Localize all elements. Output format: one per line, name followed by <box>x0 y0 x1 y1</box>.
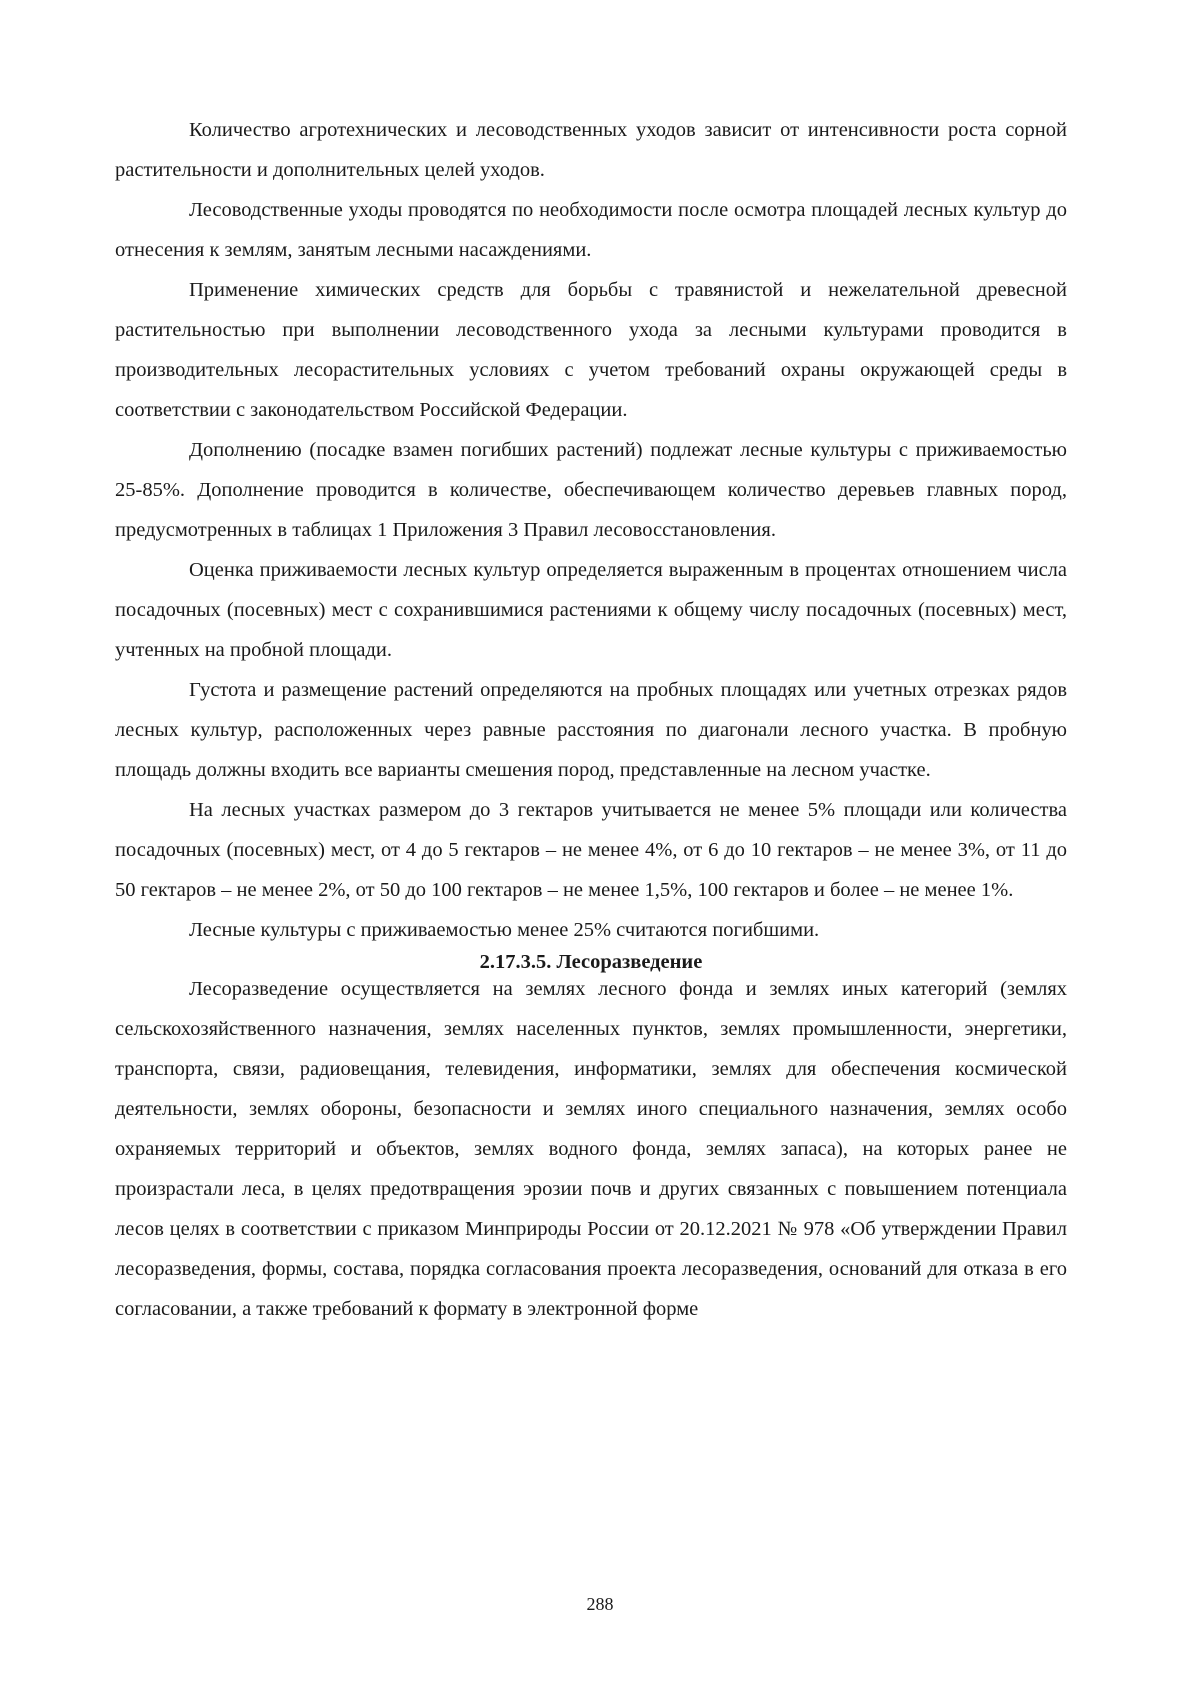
page-number: 288 <box>586 1594 614 1614</box>
paragraph-survival-assessment: Оценка приживаемости лесных культур определяется выраженным в процентах отношением числа посадочных (посевных) мест с сохранившимися растениями к общему числу посадочных (посевных) мест, учтенных на пробной площади. <box>115 559 1067 661</box>
section-heading: 2.17.3.5. Лесоразведение <box>479 951 703 973</box>
paragraph-sample-area-size: На лесных участках размером до 3 гектаров учитывается не менее 5% площади или количества посадочных (посевных) мест, от 4 до 5 гектаров – не менее 4%, от 6 до 10 гектаров – не менее 3%, от 11 до 50 гектаров – не менее 2%, от 50 до 100 гектаров – не менее 1,5%, 100 гектаров и более – не менее 1%. <box>115 799 1067 901</box>
paragraph-care-count: Количество агротехнических и лесоводственных уходов зависит от интенсивности роста сорной растительности и дополнительных целей уходов. <box>115 119 1067 181</box>
paragraph-density-placement: Густота и размещение растений определяются на пробных площадях или учетных отрезках рядов лесных культур, расположенных через равные расстояния по диагонали лесного участка. В пробную площадь должны входить все варианты смешения пород, представленные на лесном участке. <box>115 679 1067 781</box>
paragraph-chemical-means: Применение химических средств для борьбы с травянистой и нежелательной древесной растительностью при выполнении лесоводственного ухода за лесными культурами проводится в производительных лесорастительных условиях с учетом требований охраны окружающей среды в соответствии с законодательством Российской Федерации. <box>115 279 1067 421</box>
paragraph-afforestation: Лесоразведение осуществляется на землях лесного фонда и землях иных категорий (землях сельскохозяйственного назначения, землях населенных пунктов, землях промышленности, энергетики, транспорта, связи, радиовещания, телевидения, информатики, землях для обеспечения космической деятельности, землях обороны, безопасности и землях иного специального назначения, землях особо охраняемых территорий и объектов, землях водного фонда, землях запаса), на которых ранее не произрастали леса, в целях предотвращения эрозии почв и других связанных с повышением потенциала лесов целях в соответствии с приказом Минприроды России от 20.12.2021 № 978 «Об утверждении Правил лесоразведения, формы, состава, порядка согласования проекта лесоразведения, оснований для отказа в его согласовании, а также требований к формату в электронной форме <box>115 978 1067 1320</box>
paragraph-dead-cultures: Лесные культуры с приживаемостью менее 25% считаются погибшими. <box>189 919 820 941</box>
document-page <box>115 110 1067 1329</box>
paragraph-silvicultural-care: Лесоводственные уходы проводятся по необходимости после осмотра площадей лесных культур до отнесения к землям, занятым лесными насаждениями. <box>115 199 1067 261</box>
paragraph-replanting: Дополнению (посадке взамен погибших растений) подлежат лесные культуры с приживаемостью 25-85%. Дополнение проводится в количестве, обеспечивающем количество деревьев главных пород, предусмотренных в таблицах 1 Приложения 3 Правил лесовосстановления. <box>115 439 1067 541</box>
